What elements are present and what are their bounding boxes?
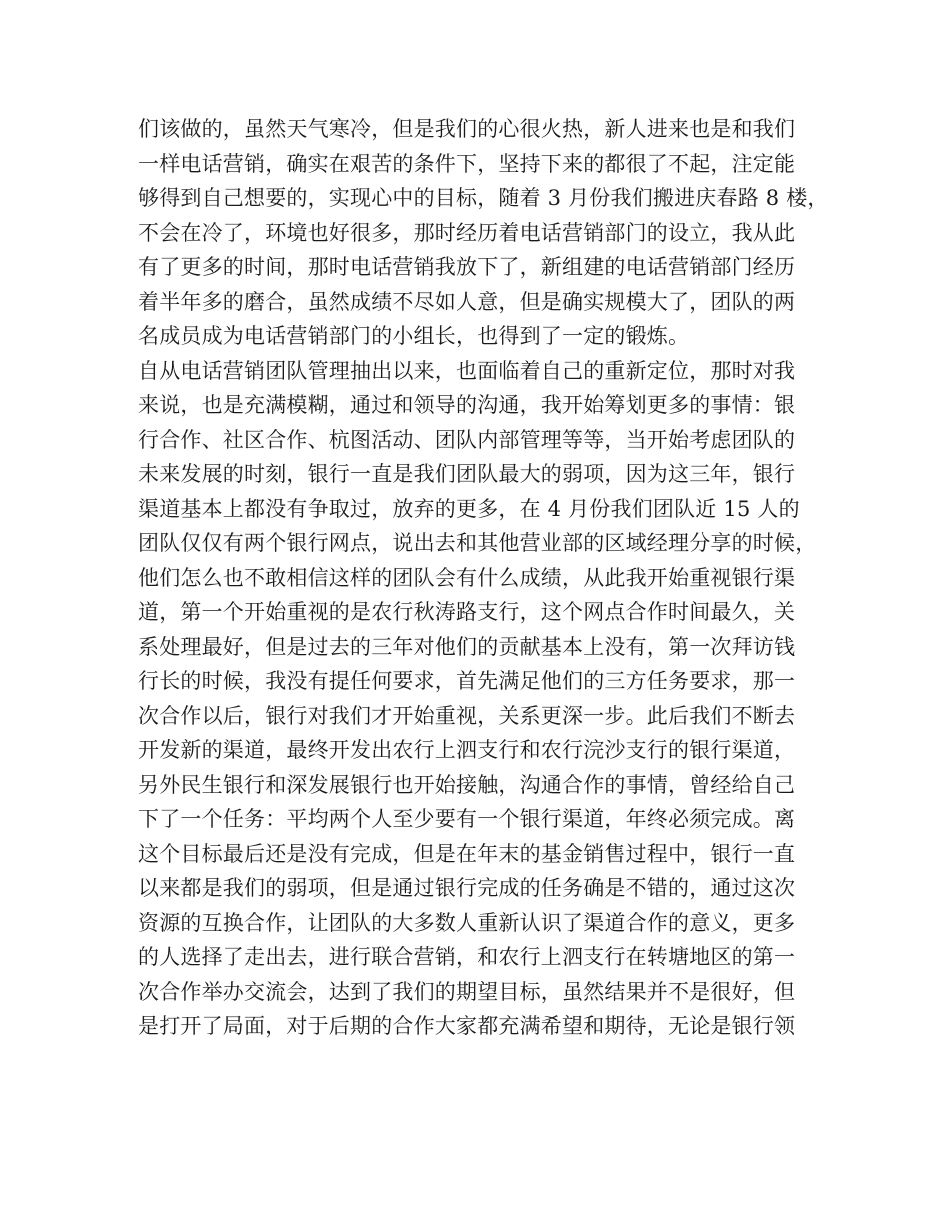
text-line: 未来发展的时刻，银行一直是我们团队最大的弱项，因为这三年，银行 <box>138 462 796 486</box>
text-line: 的人选择了走出去，进行联合营销，和农行上泗支行在转塘地区的第一 <box>138 945 796 969</box>
text-line: 道，第一个开始重视的是农行秋涛路支行，这个网点合作时间最久，关 <box>138 600 796 624</box>
text-line: 以来都是我们的弱项，但是通过银行完成的任务确是不错的，通过这次 <box>138 876 796 900</box>
text-line: 名成员成为电话营销部门的小组长，也得到了一定的锻炼。 <box>138 324 690 348</box>
text-line: 下了一个任务：平均两个人至少要有一个银行渠道，年终必须完成。离 <box>138 807 796 831</box>
text-line: 另外民生银行和深发展银行也开始接触，沟通合作的事情，曾经给自己 <box>138 772 796 797</box>
text-line: 这个目标最后还是没有完成，但是在年末的基金销售过程中，银行一直 <box>138 841 796 866</box>
text-line: 够得到自己想要的，实现心中的目标，随着 3 月份我们搬进庆春路 8 楼， <box>138 186 829 210</box>
text-line: 次合作以后，银行对我们才开始重视，关系更深一步。此后我们不断去 <box>138 703 796 728</box>
text-line: 有了更多的时间，那时电话营销我放下了，新组建的电话营销部门经历 <box>138 255 796 279</box>
text-line: 是打开了局面，对于后期的合作大家都充满希望和期待，无论是银行领 <box>138 1014 796 1038</box>
text-line: 着半年多的磨合，虽然成绩不尽如人意，但是确实规模大了，团队的两 <box>138 289 796 314</box>
text-line: 资源的互换合作，让团队的大多数人重新认识了渠道合作的意义，更多 <box>138 910 796 935</box>
text-line: 开发新的渠道，最终开发出农行上泗支行和农行浣沙支行的银行渠道， <box>138 738 796 762</box>
text-line: 来说，也是充满模糊，通过和领导的沟通，我开始筹划更多的事情：银 <box>138 393 796 417</box>
text-line: 自从电话营销团队管理抽出以来，也面临着自己的重新定位，那时对我 <box>138 358 796 383</box>
text-line: 他们怎么也不敢相信这样的团队会有什么成绩，从此我开始重视银行渠 <box>138 565 796 590</box>
text-line: 系处理最好，但是过去的三年对他们的贡献基本上没有，第一次拜访钱 <box>138 634 796 659</box>
text-line: 渠道基本上都没有争取过，放弃的更多，在 4 月份我们团队近 15 人的 <box>138 496 800 521</box>
text-line: 行合作、社区合作、杭图活动、团队内部管理等等，当开始考虑团队的 <box>138 427 796 452</box>
text-line: 不会在冷了，环境也好很多，那时经历着电话营销部门的设立，我从此 <box>138 220 796 245</box>
text-line: 次合作举办交流会，达到了我们的期望目标，虽然结果并不是很好，但 <box>138 979 796 1004</box>
text-line: 团队仅仅有两个银行网点，说出去和其他营业部的区域经理分享的时候， <box>138 531 817 555</box>
text-line: 一样电话营销，确实在艰苦的条件下，坚持下来的都很了不起，注定能 <box>138 151 796 176</box>
body-text <box>138 112 828 1044</box>
text-line: 行长的时候，我没有提任何要求，首先满足他们的三方任务要求，那一 <box>138 669 796 693</box>
text-line: 们该做的，虽然天气寒冷，但是我们的心很火热，新人进来也是和我们 <box>138 117 796 141</box>
